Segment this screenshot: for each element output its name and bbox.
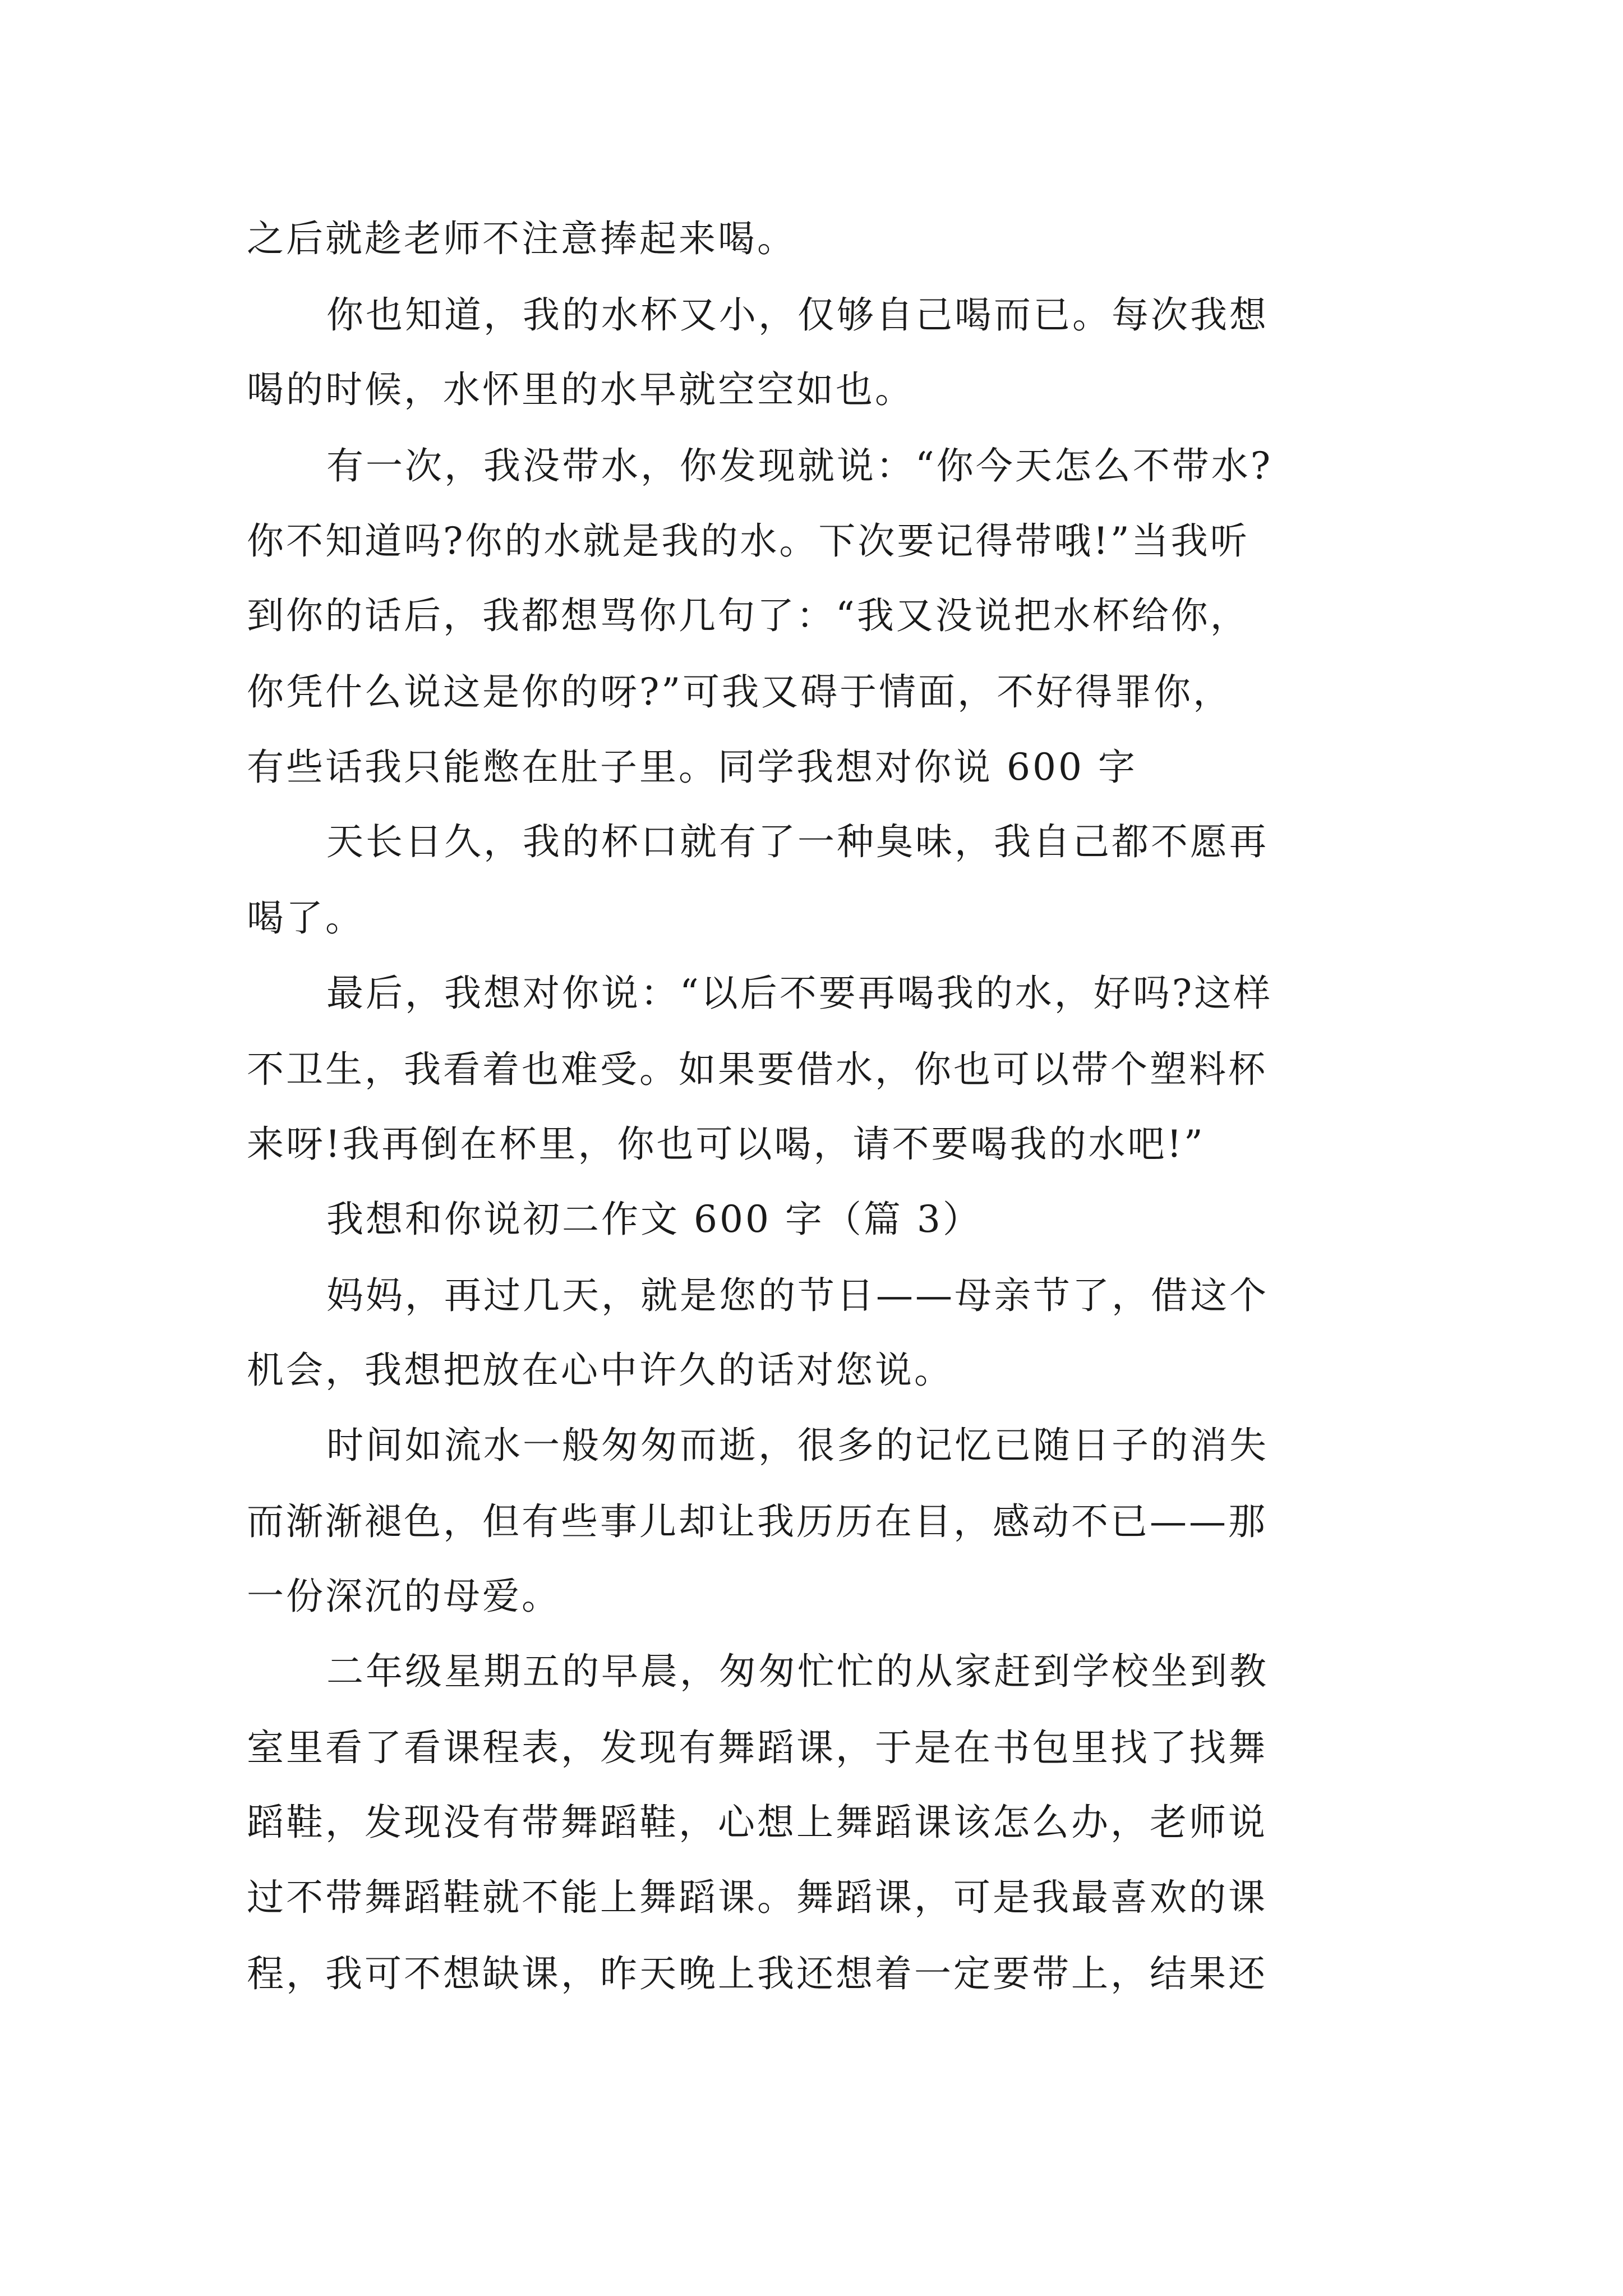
text-line: 过不带舞蹈鞋就不能上舞蹈课。舞蹈课，可是我最喜欢的课 (247, 1876, 1267, 1919)
text-line: 妈妈，再过几天，就是您的节日——母亲节了，借这个 (326, 1274, 1269, 1317)
text-line: 而渐渐褪色，但有些事儿却让我历历在目，感动不已——那 (247, 1500, 1267, 1543)
text-line: 机会，我想把放在心中许久的话对您说。 (247, 1349, 953, 1392)
text-line: 二年级星期五的早晨，匆匆忙忙的从家赶到学校坐到教 (326, 1650, 1269, 1693)
text-line: 室里看了看课程表，发现有舞蹈课，于是在书包里找了找舞 (247, 1726, 1267, 1769)
text-line: 你凭什么说这是你的呀?”可我又碍于情面，不好得罪你， (247, 670, 1233, 714)
text-line: 有一次，我没带水，你发现就说：“你今天怎么不带水? (326, 444, 1273, 487)
text-line: 时间如流水一般匆匆而逝，很多的记忆已随日子的消失 (326, 1424, 1269, 1467)
text-line: 你不知道吗?你的水就是我的水。下次要记得带哦!”当我听 (247, 519, 1249, 563)
text-line: 你也知道，我的水杯又小，仅够自己喝而已。每次我想 (326, 293, 1269, 337)
text-line: 一份深沉的母爱。 (247, 1575, 561, 1618)
text-line: 有些话我只能憋在肚子里。同学我想对你说 600 字 (247, 746, 1137, 789)
text-line: 最后，我想对你说：“以后不要再喝我的水，好吗?这样 (326, 972, 1273, 1015)
text-line: 来呀!我再倒在杯里，你也可以喝，请不要喝我的水吧!” (247, 1122, 1205, 1166)
text-line: 喝了。 (247, 896, 365, 940)
text-line: 天长日久，我的杯口就有了一种臭味，我自己都不愿再 (326, 820, 1269, 863)
text-line: 蹈鞋，发现没有带舞蹈鞋，心想上舞蹈课该怎么办，老师说 (247, 1801, 1267, 1844)
text-line: 到你的话后，我都想骂你几句了：“我又没说把水杯给你， (247, 594, 1249, 637)
text-line: 不卫生，我看着也难受。如果要借水，你也可以带个塑料杯 (247, 1048, 1267, 1091)
text-line: 程，我可不想缺课，昨天晚上我还想着一定要带上，结果还 (247, 1952, 1267, 1995)
text-line: 喝的时候，水怀里的水早就空空如也。 (247, 368, 914, 411)
section-heading: 我想和你说初二作文 600 字（篇 3） (326, 1198, 982, 1241)
text-line: 之后就趁老师不注意捧起来喝。 (247, 217, 796, 260)
